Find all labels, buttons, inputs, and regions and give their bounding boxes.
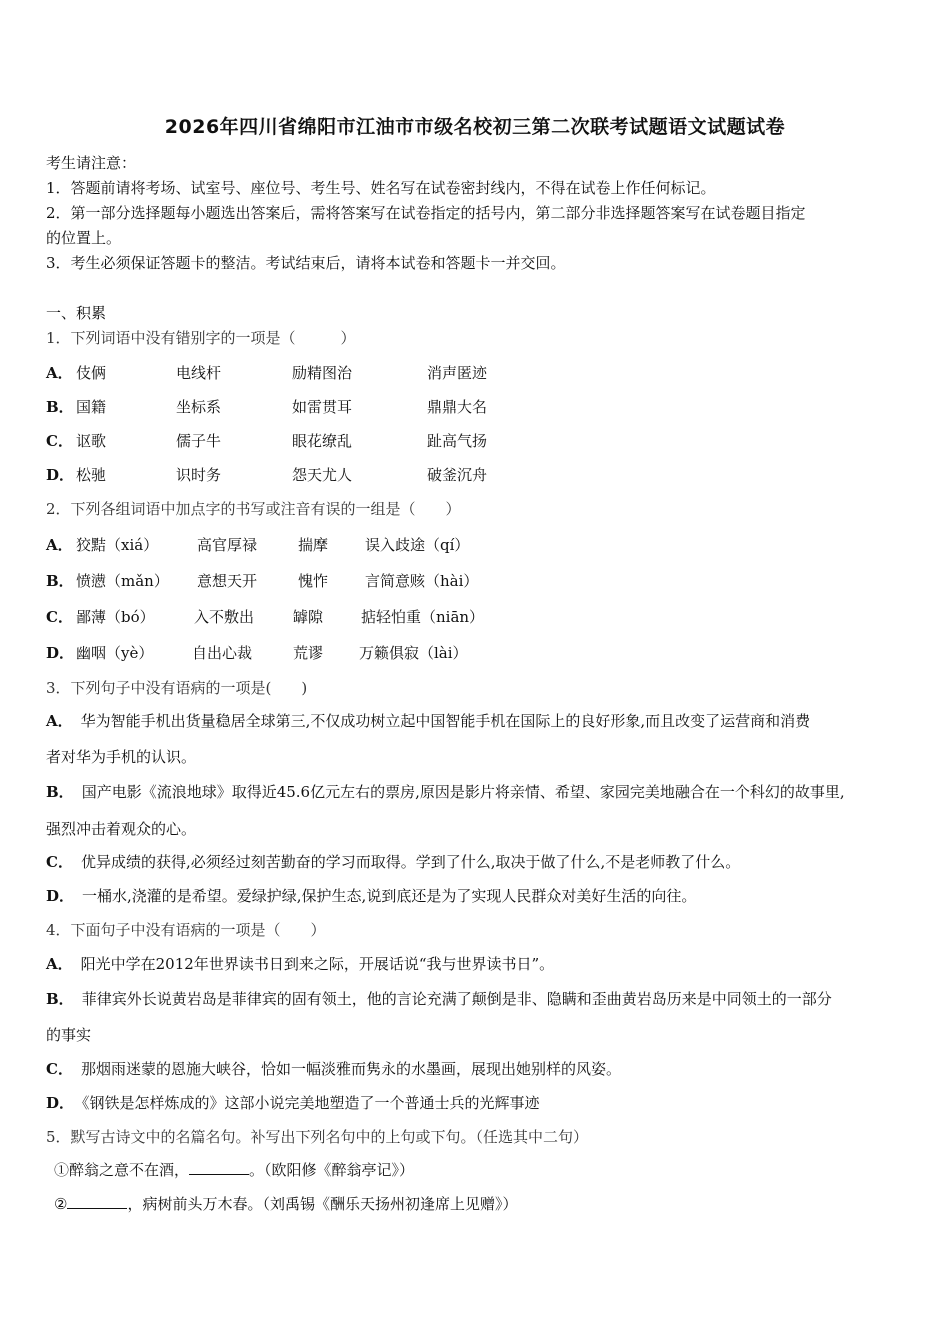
option-label: A． bbox=[46, 536, 73, 554]
option-label: C． bbox=[46, 432, 73, 450]
option-word: 电线杆 bbox=[176, 364, 222, 382]
answer-blank[interactable] bbox=[189, 1160, 249, 1175]
option-label: B． bbox=[46, 990, 74, 1008]
option-word: 揣摩 bbox=[298, 536, 329, 554]
q3-option-a-cont: 者对华为手机的认识。 bbox=[46, 748, 197, 766]
q3-stem: 3．下列句子中没有语病的一项是( ) bbox=[46, 679, 308, 697]
sentence-text: ② bbox=[54, 1195, 68, 1213]
option-word: 荒谬 bbox=[293, 644, 324, 662]
notice-item-2-cont: 的位置上。 bbox=[46, 229, 122, 247]
option-text: 一桶水,浇灌的是希望。爱绿护绿,保护生态,说到底还是为了实现人民群众对美好生活的向往。 bbox=[82, 887, 697, 905]
q4-option-c bbox=[46, 1058, 621, 1079]
option-word: 鼎鼎大名 bbox=[427, 398, 488, 416]
q4-option-b-cont: 的事实 bbox=[46, 1026, 92, 1044]
option-label: C． bbox=[46, 1060, 73, 1078]
option-word: 讴歌 bbox=[76, 432, 107, 450]
option-word: 误入歧途（qí） bbox=[365, 536, 470, 554]
option-text: 优异成绩的获得,必须经过刻苦勤奋的学习而取得。学到了什么,取决于做了什么,不是老师教了什么。 bbox=[80, 853, 741, 871]
option-word: 消声匿迹 bbox=[427, 364, 488, 382]
option-word: 意想天开 bbox=[197, 572, 258, 590]
option-label: A． bbox=[46, 955, 73, 973]
option-word: 识时务 bbox=[176, 466, 222, 484]
option-label: C． bbox=[46, 853, 73, 871]
section-heading: 一、积累 bbox=[46, 304, 107, 322]
option-text: 阳光中学在2012年世界读书日到来之际，开展话说“我与世界读书日”。 bbox=[80, 955, 555, 973]
q3-option-b-cont: 强烈冲击着观众的心。 bbox=[46, 820, 197, 838]
option-label: A． bbox=[46, 364, 73, 382]
option-word: 愧怍 bbox=[298, 572, 329, 590]
q3-option-d bbox=[46, 885, 696, 906]
option-text: 《钢铁是怎样炼成的》这部小说完美地塑造了一个普通士兵的光辉事迹 bbox=[82, 1094, 540, 1112]
option-text: 菲律宾外长说黄岩岛是菲律宾的固有领土，他的言论充满了颠倒是非、隐瞒和歪曲黄岩岛历来是中同领土的一部分 bbox=[81, 990, 832, 1008]
notice-heading: 考生请注意： bbox=[46, 154, 137, 172]
option-label: B． bbox=[46, 572, 74, 590]
option-word: 破釜沉舟 bbox=[427, 466, 488, 484]
option-text: 国产电影《流浪地球》取得近45.6亿元左右的票房,原因是影片将亲情、希望、家园完美地融合在一个科幻的故事里, bbox=[81, 783, 845, 801]
exam-title: 2026年四川省绵阳市江油市市级名校初三第二次联考试题语文试题试卷 bbox=[164, 116, 786, 138]
option-word: 怨天尤人 bbox=[292, 466, 353, 484]
option-word: 励精图治 bbox=[292, 364, 353, 382]
q3-option-a bbox=[46, 710, 810, 731]
q3-option-c bbox=[46, 851, 740, 872]
notice-item-2: 2．第一部分选择题每小题选出答案后，需将答案写在试卷指定的括号内，第二部分非选择题答案写在试卷题目指定 bbox=[46, 204, 806, 222]
q5-stem: 5．默写古诗文中的名篇名句。补写出下列名句中的上句或下句。（任选其中二句） bbox=[46, 1128, 589, 1146]
option-word: 儒子牛 bbox=[176, 432, 222, 450]
sentence-text: ，病树前头万木春。（刘禹锡《酬乐天扬州初逢席上见赠》） bbox=[127, 1195, 518, 1213]
option-word: 罅隙 bbox=[293, 608, 324, 626]
option-word: 松驰 bbox=[76, 466, 107, 484]
q1-stem: 1．下列词语中没有错别字的一项是（ ） bbox=[46, 329, 356, 347]
q5-sentence-1 bbox=[54, 1159, 414, 1180]
option-label: D． bbox=[46, 887, 75, 905]
q5-sentence-2 bbox=[54, 1193, 517, 1214]
q4-option-d bbox=[46, 1092, 540, 1113]
option-word: 狡黠（xiá） bbox=[76, 536, 159, 554]
option-word: 坐标系 bbox=[176, 398, 222, 416]
option-word: 如雷贯耳 bbox=[292, 398, 353, 416]
option-label: D． bbox=[46, 466, 75, 484]
option-word: 幽咽（yè） bbox=[76, 644, 154, 662]
option-label: D． bbox=[46, 644, 75, 662]
sentence-text: 。（欧阳修《醉翁亭记》） bbox=[249, 1161, 415, 1179]
q4-option-a bbox=[46, 953, 554, 974]
option-word: 伎俩 bbox=[76, 364, 107, 382]
option-word: 高官厚禄 bbox=[197, 536, 258, 554]
option-word: 愤懑（mǎn） bbox=[76, 572, 169, 590]
option-word: 言简意赅（hài） bbox=[365, 572, 479, 590]
q4-option-b bbox=[46, 988, 832, 1009]
option-word: 趾高气扬 bbox=[427, 432, 488, 450]
option-word: 万籁俱寂（lài） bbox=[359, 644, 468, 662]
option-label: A． bbox=[46, 712, 73, 730]
option-label: B． bbox=[46, 398, 74, 416]
q3-option-b bbox=[46, 781, 845, 802]
option-label: D． bbox=[46, 1094, 75, 1112]
option-text: 那烟雨迷蒙的恩施大峡谷，恰如一幅淡雅而隽永的水墨画，展现出她别样的风姿。 bbox=[80, 1060, 621, 1078]
notice-item-3: 3．考生必须保证答题卡的整洁。考试结束后，请将本试卷和答题卡一并交回。 bbox=[46, 254, 566, 272]
option-word: 入不敷出 bbox=[194, 608, 255, 626]
option-word: 鄙薄（bó） bbox=[76, 608, 155, 626]
q2-stem: 2．下列各组词语中加点字的书写或注音有误的一组是（ ） bbox=[46, 500, 461, 518]
notice-item-1: 1．答题前请将考场、试室号、座位号、考生号、姓名写在试卷密封线内，不得在试卷上作任何标记。 bbox=[46, 179, 716, 197]
option-text: 华为智能手机出货量稳居全球第三,不仅成功树立起中国智能手机在国际上的良好形象,而且改变了运营商和消费 bbox=[80, 712, 811, 730]
sentence-text: ①醉翁之意不在酒， bbox=[54, 1161, 190, 1179]
option-word: 自出心裁 bbox=[192, 644, 253, 662]
option-word: 国籍 bbox=[76, 398, 107, 416]
q4-stem: 4．下面句子中没有语病的一项是（ ） bbox=[46, 921, 326, 939]
option-word: 眼花缭乱 bbox=[292, 432, 353, 450]
option-word: 掂轻怕重（niān） bbox=[361, 608, 485, 626]
option-label: C． bbox=[46, 608, 73, 626]
option-label: B． bbox=[46, 783, 74, 801]
answer-blank[interactable] bbox=[67, 1194, 127, 1209]
